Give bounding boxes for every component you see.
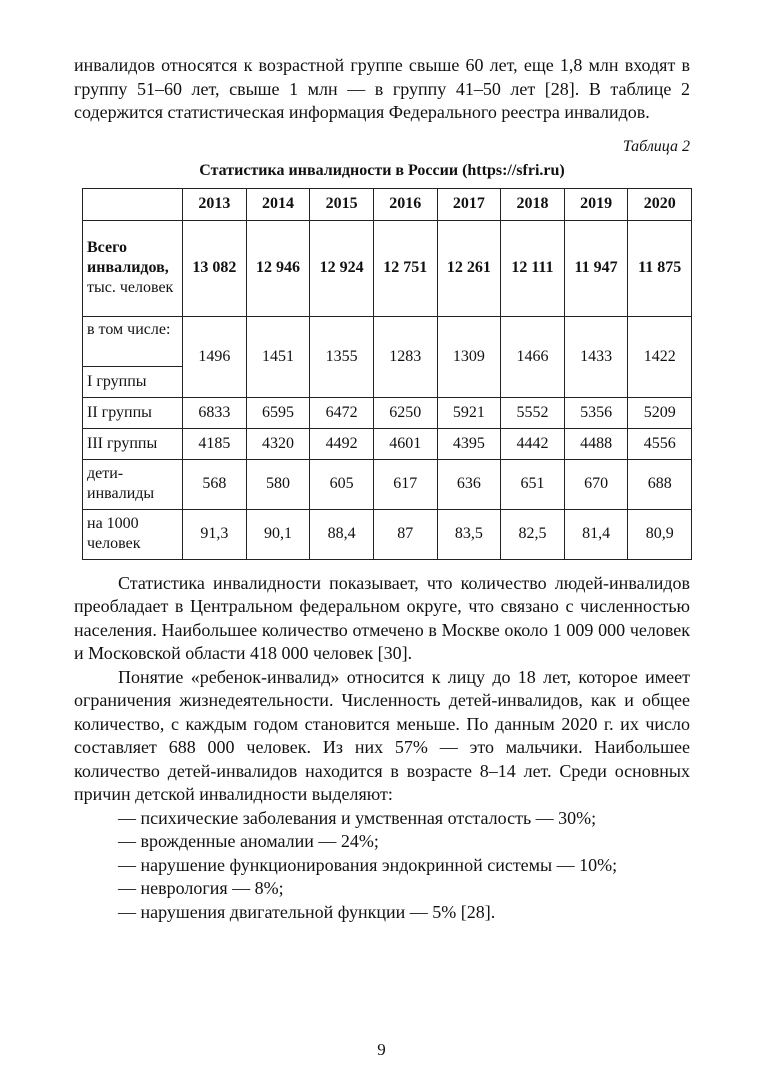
table-cell: 88,4 [310, 509, 374, 559]
table-cell: 1283 [373, 316, 437, 397]
table-cell: 12 261 [437, 220, 501, 316]
table-cell: 605 [310, 459, 374, 509]
row-label-group2: II группы [83, 397, 183, 428]
table-cell: 1433 [564, 316, 628, 397]
row-label-total-rest: тыс. человек [87, 279, 174, 296]
year-header: 2014 [246, 188, 310, 220]
table-cell: 91,3 [183, 509, 247, 559]
table-cell: 11 947 [564, 220, 628, 316]
statistics-table [82, 188, 692, 560]
intro-paragraph: инвалидов относятся к возрастной группе свыше 60 лет, еще 1,8 млн входят в группу 51–60 лет, свыше 1 млн — в группу 41–50 лет [28]. В таблице 2 содержится статистическая информация Федерального реестра инвалидов. [74, 55, 690, 122]
table-cell: 90,1 [246, 509, 310, 559]
row-label-total-bold: Всего инвалидов, [87, 239, 169, 276]
table-cell: 651 [501, 459, 565, 509]
table-cell: 1422 [628, 316, 692, 397]
table-cell: 5209 [628, 397, 692, 428]
table-cell: 13 082 [183, 220, 247, 316]
table-cell: 580 [246, 459, 310, 509]
page-number: 9 [377, 1040, 386, 1059]
causes-list [74, 807, 690, 925]
table-cell: 688 [628, 459, 692, 509]
row-label-children: дети-инвалиды [83, 459, 183, 509]
row-label-incl: в том числе: [83, 316, 183, 366]
table-cell: 12 751 [373, 220, 437, 316]
page-body [74, 54, 690, 924]
table-cell: 1451 [246, 316, 310, 397]
table-caption: Таблица 2 [622, 137, 690, 155]
table-cell: 11 875 [628, 220, 692, 316]
paragraph-statistics: Статистика инвалидности показывает, что количество людей-инвалидов преобладает в Центральном федеральном округе, что связано с численностью населения. Наибольшее количество отмечено в Москве около 1 009 000 человек и Московской области 418 000 человек [30]. [74, 572, 690, 663]
table-cell: 81,4 [564, 509, 628, 559]
table-row-total [83, 220, 692, 316]
year-header: 2016 [373, 188, 437, 220]
row-label-group1: I группы [83, 366, 183, 397]
table-cell: 670 [564, 459, 628, 509]
table-cell: 6833 [183, 397, 247, 428]
table-cell: 5552 [501, 397, 565, 428]
year-header: 2013 [183, 188, 247, 220]
table-cell: 1466 [501, 316, 565, 397]
table-cell: 4442 [501, 428, 565, 459]
table-cell: 12 924 [310, 220, 374, 316]
table-cell: 617 [373, 459, 437, 509]
list-item: — неврология — 8%; [118, 878, 284, 898]
table-cell: 87 [373, 509, 437, 559]
table-cell: 4395 [437, 428, 501, 459]
table-cell: 1355 [310, 316, 374, 397]
list-item: — врожденные аномалии — 24%; [118, 831, 379, 851]
header-empty-cell [83, 188, 183, 220]
row-label-per1000: на 1000 человек [83, 509, 183, 559]
table-row-group3 [83, 428, 692, 459]
year-header: 2017 [437, 188, 501, 220]
list-item: — психические заболевания и умственная отсталость — 30%; [118, 807, 597, 828]
year-header: 2020 [628, 188, 692, 220]
table-cell: 4185 [183, 428, 247, 459]
year-header: 2019 [564, 188, 628, 220]
table-cell: 83,5 [437, 509, 501, 559]
table-cell: 4492 [310, 428, 374, 459]
table-title: Статистика инвалидности в России (https://sfri.ru) [199, 161, 565, 179]
paragraph-children: Понятие «ребенок-инвалид» относится к лицу до 18 лет, которое имеет ограничения жизнедеятельности. Численность детей-инвалидов, как и общее количество, с каждым годом становится меньше. По данным 2020 г. их число составляет 688 000 человек. Из них 57% — это мальчики. Наибольшее количество детей-инвалидов находится в возрасте 8–14 лет. Среди основных причин детской инвалидности выделяют: [74, 666, 690, 804]
table-cell: 6472 [310, 397, 374, 428]
table-cell: 4601 [373, 428, 437, 459]
row-label-group3: III группы [83, 428, 183, 459]
table-row-per1000 [83, 509, 692, 559]
list-item: — нарушение функционирования эндокринной системы — 10%; [118, 854, 618, 875]
table-cell: 12 111 [501, 220, 565, 316]
table-row-children [83, 459, 692, 509]
table-cell: 5921 [437, 397, 501, 428]
table-row-group1-a [83, 316, 692, 366]
table-cell: 1496 [183, 316, 247, 397]
row-label-total [83, 220, 183, 316]
header-row [83, 188, 692, 220]
year-header: 2018 [501, 188, 565, 220]
table-cell: 568 [183, 459, 247, 509]
table-cell: 12 946 [246, 220, 310, 316]
table-cell: 6250 [373, 397, 437, 428]
table-cell: 80,9 [628, 509, 692, 559]
table-cell: 6595 [246, 397, 310, 428]
list-item: — нарушения двигательной функции — 5% [28]. [118, 901, 496, 922]
table-cell: 5356 [564, 397, 628, 428]
table-cell: 4488 [564, 428, 628, 459]
table-cell: 1309 [437, 316, 501, 397]
year-header: 2015 [310, 188, 374, 220]
table-cell: 82,5 [501, 509, 565, 559]
table-cell: 4556 [628, 428, 692, 459]
table-cell: 4320 [246, 428, 310, 459]
table-row-group2 [83, 397, 692, 428]
table-cell: 636 [437, 459, 501, 509]
